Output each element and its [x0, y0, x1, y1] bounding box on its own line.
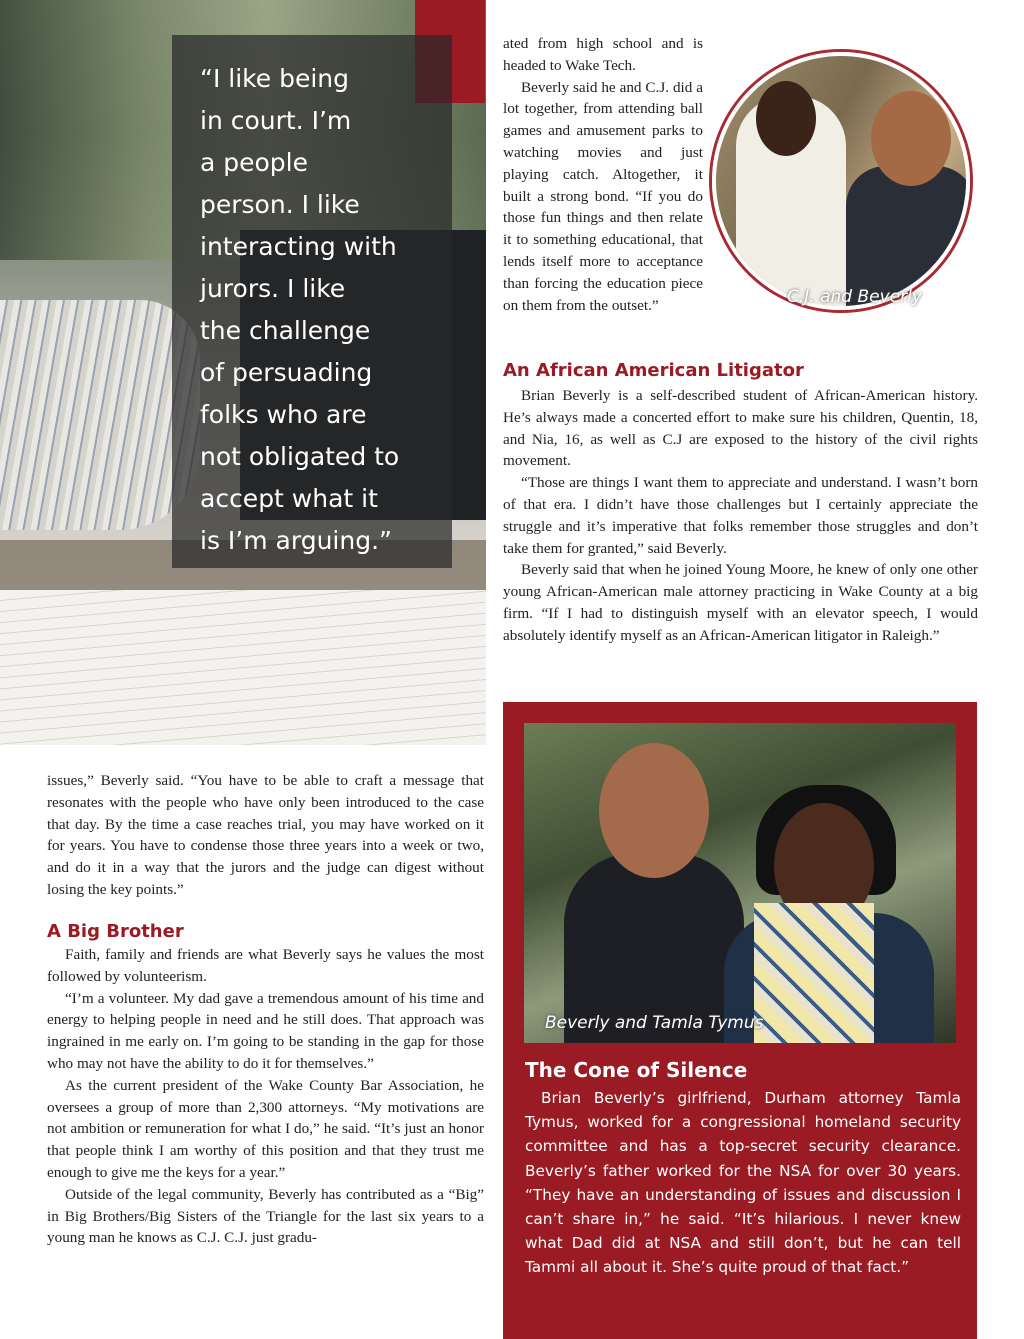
pull-quote: “I like being in court. I’m a people person. I like interacting with jurors. I like the challenge of persuading folks who are not obligated to accept what it is I’m arguing.” [200, 64, 400, 555]
big-brother-paragraph: Faith, family and friends are what Beverly says he values the most followed by volunteerism. [47, 946, 484, 985]
circle-photo-caption: C.J. and Beverly [787, 287, 922, 307]
litigator-paragraph: Beverly said that when he joined Young Moore, he knew of only one other young African-American male attorney practicing in Wake County at a big firm. “If I had to distinguish myself with an elevator speech, I would absolutely identify myself as an African-American litigator in Raleigh.” [503, 561, 978, 644]
left-intro-paragraph: issues,” Beverly said. “You have to be able to craft a message that resonates with the people who have only been introduced to the case that day. By the time a case reaches trial, you may have worked on it for years. You have to condense those three years into a week or two, and do it in a way that the jurors and the judge can digest without losing the key points.” [47, 772, 484, 898]
section-heading-litigator: An African American Litigator [503, 360, 804, 381]
photo-beverly-and-tymus [524, 723, 956, 1043]
litigator-paragraph: “Those are things I want them to appreciate and understand. I wasn’t born of that era. I didn’t have those challenges but I certainly appreciate the struggle and it’s imperative that folks remember those struggles and don’t take them for granted,” said Beverly. [503, 474, 978, 557]
photo-figure-scarf [754, 903, 874, 1043]
top-column-paragraph: ated from high school and is headed to Wake Tech. [503, 35, 703, 74]
panel-photo-caption: Beverly and Tamla Tymus [545, 1013, 764, 1033]
photo-papers [0, 590, 486, 745]
top-column-paragraph: Beverly said he and C.J. did a lot together, from attending ball games and amusement parks to watching movies and just playing catch. Altogether, it built a strong bond. “If you do those fun things and then relate it to something educational, that lends itself more to acceptance than forcing the education piece on them from the outset.” [503, 78, 703, 314]
litigator-paragraph: Brian Beverly is a self-described student of African-American history. He’s always made a concerted effort to make sure his children, Quentin, 18, and Nia, 16, as well as C.J are exposed to the history of the civil rights movement. [503, 387, 978, 470]
photo-figure-beverly-head [871, 91, 951, 186]
litigator-body [503, 385, 978, 647]
big-brother-paragraph: As the current president of the Wake County Bar Association, he oversees a group of more than 2,300 attorneys. “My motivations are not ambition or remuneration for what I do,” he said. “It’s just an honor that people think I am worthy of this position and that they trust me enough to give me the keys for a year.” [47, 1076, 484, 1181]
circle-photo-cj-beverly [712, 52, 970, 310]
section-heading-big-brother: A Big Brother [47, 921, 184, 942]
big-brother-paragraph: Outside of the legal community, Beverly has contributed as a “Big” in Big Brothers/Big Sisters of the Triangle for the last six years to a young man he knows as C.J. C.J. just gradu- [47, 1185, 484, 1247]
top-column [503, 33, 703, 316]
cone-of-silence-paragraph: Brian Beverly’s girlfriend, Durham attorney Tamla Tymus, worked for a congressional homeland security committee and has a top-secret security clearance. Beverly’s father worked for the NSA for over 30 years. “They have an understanding of issues and discussion I can’t share in,” he said. “It’s hilarious. I never knew what Dad did at NSA and still don’t, but he can tell Tammi all about it. She’s quite proud of that fact.” [525, 1089, 961, 1277]
section-heading-cone-of-silence: The Cone of Silence [525, 1058, 748, 1082]
photo-figure-man-head [599, 743, 709, 878]
cone-of-silence-body [525, 1086, 961, 1280]
photo-figure-cj-head [756, 81, 816, 156]
big-brother-body [47, 944, 484, 1249]
photo-shirt-sleeve [0, 300, 200, 530]
left-column-intro [47, 770, 484, 901]
big-brother-paragraph: “I’m a volunteer. My dad gave a tremendous amount of his time and energy to helping people in need and he still does. That approach was ingrained in me early on. I’m going to be standing in the gap for those who may not have the ability to do it for themselves.” [47, 989, 484, 1072]
